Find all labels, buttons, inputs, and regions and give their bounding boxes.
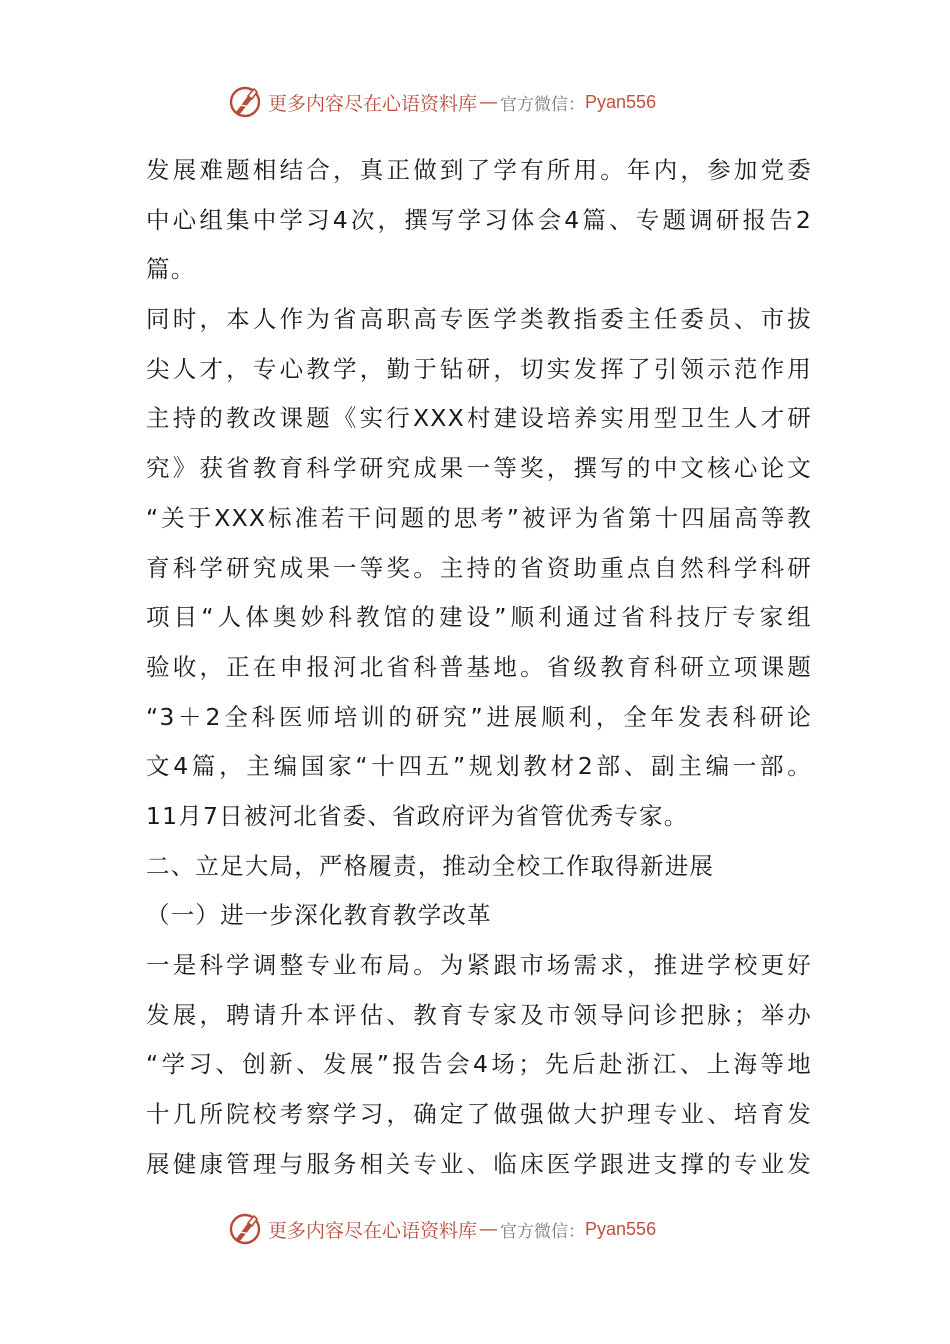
section-heading: 二、立足大局，严格履责，推动全校工作取得新进展: [146, 851, 715, 880]
subsection-heading: （一）进一步深化教育教学改革: [146, 901, 492, 930]
body-line: 11月7日被河北省委、省政府评为省管优秀专家。: [146, 801, 689, 830]
body-line: 育科学研究成果一等奖。主持的省资助重点自然科学科研: [146, 553, 812, 582]
body-line: 十几所院校考察学习，确定了做强做大护理专业、培育发: [146, 1100, 812, 1129]
document-body: [146, 146, 812, 1189]
body-line: “3＋2全科医师培训的研究”进展顺利，全年发表科研论: [146, 702, 812, 731]
body-line: 展健康管理与服务相关专业、临床医学跟进支撑的专业发: [146, 1149, 812, 1178]
banner-title: 更多内容尽在心语资料库: [268, 1219, 478, 1242]
body-line: 尖人才，专心教学，勤于钻研，切实发挥了引领示范作用: [146, 354, 812, 383]
banner-title: 更多内容尽在心语资料库: [268, 92, 478, 115]
body-line: 文4篇，主编国家“十四五”规划教材2部、副主编一部。: [146, 752, 812, 781]
banner-wechat-label: 官方微信：: [500, 1221, 586, 1242]
body-line: 验收，正在申报河北省科普基地。省级教育科研立项课题: [146, 652, 812, 681]
banner-dash: —: [479, 1218, 499, 1240]
body-line: 主持的教改课题《实行XXX村建设培养实用型卫生人才研: [146, 404, 812, 433]
banner-wechat-id: Pyan556: [585, 1218, 657, 1239]
banner-dash: —: [479, 91, 499, 113]
body-line: 发展，聘请升本评估、教育专家及市领导问诊把脉；举办: [146, 1000, 812, 1029]
body-line: “学习、创新、发展”报告会4场；先后赴浙江、上海等地: [146, 1050, 812, 1079]
banner-wechat-label: 官方微信：: [500, 94, 586, 115]
body-line: 项目“人体奥妙科教馆的建设”顺利通过省科技厅专家组: [146, 603, 812, 632]
pen-logo-icon: [228, 1212, 262, 1246]
banner-wechat-id: Pyan556: [585, 91, 657, 112]
header-banner: [228, 82, 748, 122]
body-line: 中心组集中学习4次，撰写学习体会4篇、专题调研报告2: [146, 205, 812, 234]
body-line: 发展难题相结合，真正做到了学有所用。年内，参加党委: [146, 156, 812, 184]
pen-logo-icon: [228, 85, 262, 119]
body-line: 究》获省教育科学研究成果一等奖，撰写的中文核心论文: [146, 454, 812, 483]
body-line: 篇。: [146, 255, 196, 284]
body-line: 一是科学调整专业布局。为紧跟市场需求，推进学校更好: [146, 951, 812, 979]
body-line: “关于XXX标准若干问题的思考”被评为省第十四届高等教: [146, 503, 812, 532]
footer-banner: [228, 1209, 748, 1249]
body-line: 同时，本人作为省高职高专医学类教指委主任委员、市拔: [146, 305, 812, 334]
